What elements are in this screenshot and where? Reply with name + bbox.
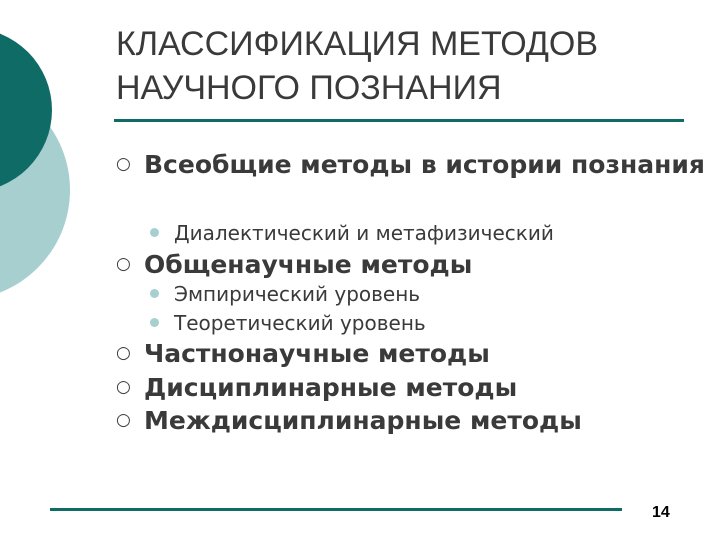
title-line-1: КЛАССИФИКАЦИЯ МЕТОДОВ xyxy=(116,25,599,63)
sub-item-theoretical xyxy=(150,309,710,337)
list-item-text: Частнонаучные методы xyxy=(144,339,490,368)
sub-item-text: Теоретический уровень xyxy=(174,311,426,335)
list-item-text: Общенаучные методы xyxy=(144,250,473,279)
list-item-text: Дисциплинарные методы xyxy=(144,373,518,402)
footer-rule xyxy=(50,508,622,511)
ring-bullet-icon: ○ xyxy=(116,377,131,397)
page-number: 14 xyxy=(652,504,670,521)
sub-item-text: Диалектический и метафизический xyxy=(174,221,554,245)
list-item-general-scientific xyxy=(116,248,706,281)
dot-bullet-icon xyxy=(150,289,159,298)
ring-bullet-icon: ○ xyxy=(116,154,131,174)
title-line-2: НАУЧНОГО ПОЗНАНИЯ xyxy=(116,69,502,107)
ring-bullet-icon: ○ xyxy=(116,410,131,430)
list-item-disciplinary xyxy=(116,371,706,404)
sub-item-dialectical xyxy=(150,219,710,247)
list-item-specific-scientific xyxy=(116,337,706,370)
ring-bullet-icon: ○ xyxy=(116,343,131,363)
list-item-text: Всеобщие методы в истории познания xyxy=(144,150,705,179)
dot-bullet-icon xyxy=(150,318,159,327)
list-item-universal-methods xyxy=(116,148,706,181)
dot-bullet-icon xyxy=(150,228,159,237)
sub-item-text: Эмпирический уровень xyxy=(174,282,421,306)
list-item-text: Междисциплинарные методы xyxy=(144,406,582,435)
list-item-interdisciplinary xyxy=(116,404,706,437)
ring-bullet-icon: ○ xyxy=(116,254,131,274)
sub-item-empirical xyxy=(150,280,710,308)
